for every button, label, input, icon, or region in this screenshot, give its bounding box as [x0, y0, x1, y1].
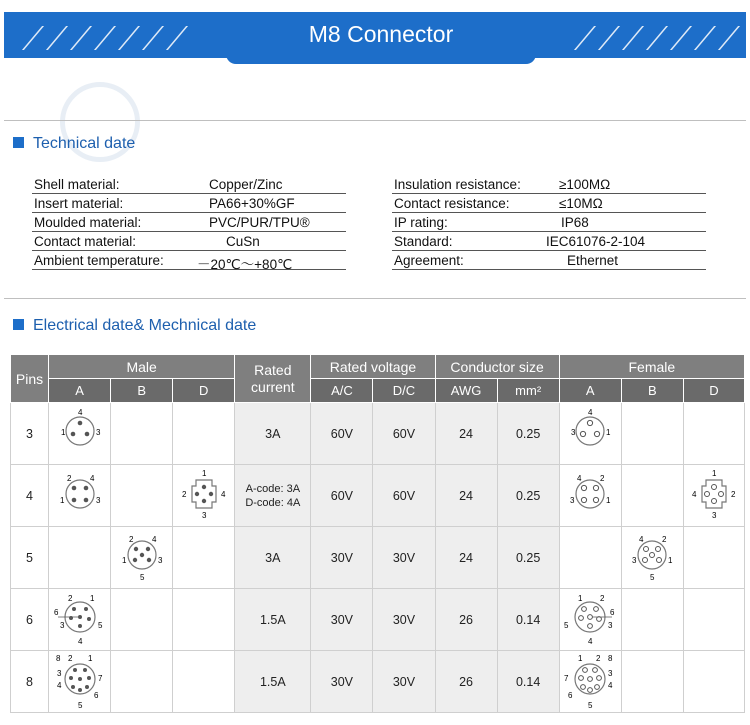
empty-cell — [111, 589, 173, 651]
empty-cell — [621, 403, 683, 465]
awg-cell: 24 — [435, 403, 497, 465]
svg-text:3: 3 — [95, 496, 101, 505]
table-row — [11, 651, 745, 713]
header-male-d: D — [173, 379, 235, 403]
empty-cell — [111, 403, 173, 465]
ac-cell: 30V — [311, 651, 373, 713]
header-male-b: B — [111, 379, 173, 403]
current-cell: 3A — [235, 403, 311, 465]
empty-cell — [49, 527, 111, 589]
empty-cell — [621, 465, 683, 527]
svg-text:2: 2 — [181, 490, 187, 499]
empty-cell — [111, 651, 173, 713]
female-b-5pin-icon — [621, 527, 683, 589]
dc-cell: 60V — [373, 465, 435, 527]
spec-row: Shell material: Copper/Zinc — [32, 175, 346, 194]
table-row — [11, 403, 745, 465]
svg-text:2: 2 — [600, 474, 605, 483]
empty-cell — [683, 651, 744, 713]
table-row — [11, 465, 745, 527]
svg-text:3: 3 — [201, 511, 207, 520]
female-d-4pin-icon — [683, 465, 744, 527]
svg-text:5: 5 — [650, 573, 655, 582]
pins-cell: 6 — [11, 589, 49, 651]
svg-text:1: 1 — [606, 496, 611, 505]
svg-text:5: 5 — [77, 701, 83, 709]
awg-cell: 24 — [435, 465, 497, 527]
pins-cell: 3 — [11, 403, 49, 465]
svg-text:3: 3 — [571, 428, 576, 437]
empty-cell — [173, 403, 235, 465]
current-cell: 1.5A — [235, 651, 311, 713]
svg-text:1: 1 — [578, 654, 583, 663]
female-a-3pin-icon — [559, 403, 621, 465]
header-dc: D/C — [373, 379, 435, 403]
header-rated-voltage: Rated voltage — [311, 355, 435, 379]
svg-text:5: 5 — [588, 701, 593, 709]
empty-cell — [621, 651, 683, 713]
dc-cell: 30V — [373, 589, 435, 651]
svg-text:8: 8 — [608, 654, 613, 663]
svg-text:2: 2 — [67, 654, 73, 663]
header-male: Male — [49, 355, 235, 379]
table-row — [11, 527, 745, 589]
svg-text:3: 3 — [608, 669, 613, 678]
pins-cell: 4 — [11, 465, 49, 527]
svg-text:4: 4 — [691, 490, 697, 499]
technical-heading: Technical date — [13, 135, 135, 153]
svg-text:4: 4 — [77, 408, 83, 417]
svg-text:3: 3 — [95, 428, 101, 437]
divider — [4, 298, 746, 299]
svg-text:3: 3 — [59, 621, 65, 630]
mm2-cell: 0.14 — [497, 651, 559, 713]
current-cell: 1.5A — [235, 589, 311, 651]
ac-cell: 30V — [311, 527, 373, 589]
mm2-cell: 0.25 — [497, 527, 559, 589]
ac-cell: 60V — [311, 403, 373, 465]
svg-text:4: 4 — [588, 637, 593, 646]
awg-cell: 24 — [435, 527, 497, 589]
dc-cell: 30V — [373, 527, 435, 589]
svg-text:4: 4 — [151, 535, 157, 544]
spec-row: Insert material: PA66+30%GF — [32, 194, 346, 213]
square-bullet-icon — [13, 137, 24, 148]
svg-text:3: 3 — [608, 621, 613, 630]
current-cell: 3A — [235, 527, 311, 589]
spec-row: Contact resistance: ≤10MΩ — [392, 194, 706, 213]
empty-cell — [683, 403, 744, 465]
mm2-cell: 0.25 — [497, 465, 559, 527]
empty-cell — [173, 651, 235, 713]
female-a-6pin-icon — [559, 589, 621, 651]
svg-text:2: 2 — [66, 474, 72, 483]
svg-text:2: 2 — [662, 535, 667, 544]
svg-text:6: 6 — [568, 691, 573, 700]
svg-text:1: 1 — [668, 556, 673, 565]
awg-cell: 26 — [435, 589, 497, 651]
svg-text:4: 4 — [577, 474, 582, 483]
empty-cell — [683, 589, 744, 651]
svg-text:4: 4 — [639, 535, 644, 544]
svg-text:2: 2 — [600, 594, 605, 603]
svg-text:5: 5 — [564, 621, 569, 630]
male-a-4pin-icon — [49, 465, 111, 527]
svg-text:2: 2 — [128, 535, 134, 544]
svg-text:3: 3 — [570, 496, 575, 505]
table-row — [11, 589, 745, 651]
svg-text:7: 7 — [97, 674, 103, 683]
svg-text:1: 1 — [89, 594, 95, 603]
header-banner — [4, 12, 746, 64]
empty-cell — [111, 465, 173, 527]
svg-text:7: 7 — [564, 674, 569, 683]
spec-row: Moulded material: PVC/PUR/TPU® — [32, 213, 346, 232]
empty-cell — [683, 527, 744, 589]
svg-text:1: 1 — [60, 428, 66, 437]
header-female-d: D — [683, 379, 744, 403]
svg-text:1: 1 — [606, 428, 611, 437]
svg-text:1: 1 — [201, 469, 207, 478]
male-a-6pin-icon — [49, 589, 111, 651]
svg-text:2: 2 — [596, 654, 601, 663]
empty-cell — [173, 527, 235, 589]
svg-text:1: 1 — [87, 654, 93, 663]
svg-text:4: 4 — [89, 474, 95, 483]
pins-cell: 8 — [11, 651, 49, 713]
stripe-decoration-right — [574, 26, 744, 48]
electrical-heading: Electrical date& Mechnical date — [13, 317, 256, 335]
svg-text:3: 3 — [711, 511, 717, 520]
header-female-b: B — [621, 379, 683, 403]
svg-text:2: 2 — [730, 490, 736, 499]
svg-text:3: 3 — [157, 556, 163, 565]
connector-table — [10, 354, 745, 713]
svg-text:8: 8 — [55, 654, 61, 663]
svg-text:4: 4 — [220, 490, 226, 499]
spec-row: Agreement: Ethernet — [392, 251, 706, 270]
svg-text:3: 3 — [632, 556, 637, 565]
awg-cell: 26 — [435, 651, 497, 713]
male-a-8pin-icon — [49, 651, 111, 713]
svg-text:4: 4 — [77, 637, 83, 646]
header-ac: A/C — [311, 379, 373, 403]
stripe-decoration-left — [22, 26, 192, 48]
female-a-8pin-icon — [559, 651, 621, 713]
svg-text:1: 1 — [59, 496, 65, 505]
pins-cell: 5 — [11, 527, 49, 589]
empty-cell — [621, 589, 683, 651]
header-rated-current: Rated current — [235, 355, 311, 403]
ac-cell: 60V — [311, 465, 373, 527]
svg-text:1: 1 — [711, 469, 717, 478]
header-male-a: A — [49, 379, 111, 403]
female-a-4pin-icon — [559, 465, 621, 527]
ac-cell: 30V — [311, 589, 373, 651]
svg-text:5: 5 — [139, 573, 145, 582]
male-b-5pin-icon — [111, 527, 173, 589]
male-a-3pin-icon — [49, 403, 111, 465]
mm2-cell: 0.14 — [497, 589, 559, 651]
spec-row: Ambient temperature: －20℃～+80℃ — [32, 251, 346, 270]
svg-text:1: 1 — [121, 556, 127, 565]
empty-cell — [559, 527, 621, 589]
male-d-4pin-icon — [173, 465, 235, 527]
header-female-a: A — [559, 379, 621, 403]
divider — [4, 120, 746, 121]
spec-row: IP rating: IP68 — [392, 213, 706, 232]
page-title: M8 Connector — [308, 21, 454, 47]
square-bullet-icon — [13, 319, 24, 330]
svg-text:4: 4 — [56, 681, 62, 690]
svg-text:2: 2 — [67, 594, 73, 603]
svg-text:6: 6 — [610, 608, 615, 617]
mm2-cell: 0.25 — [497, 403, 559, 465]
svg-text:1: 1 — [578, 594, 583, 603]
header-conductor-size: Conductor size — [435, 355, 559, 379]
spec-row: Contact material: CuSn — [32, 232, 346, 251]
header-mm2: mm² — [497, 379, 559, 403]
spec-row: Standard: IEC61076-2-104 — [392, 232, 706, 251]
svg-text:4: 4 — [588, 408, 593, 417]
current-cell: A-code: 3A D-code: 4A — [235, 465, 311, 527]
svg-text:3: 3 — [56, 669, 62, 678]
empty-cell — [173, 589, 235, 651]
header-awg: AWG — [435, 379, 497, 403]
spec-row: Insulation resistance: ≥100MΩ — [392, 175, 706, 194]
dc-cell: 60V — [373, 403, 435, 465]
svg-text:6: 6 — [93, 691, 99, 700]
svg-text:4: 4 — [608, 681, 613, 690]
dc-cell: 30V — [373, 651, 435, 713]
svg-text:6: 6 — [53, 608, 59, 617]
svg-text:5: 5 — [97, 621, 103, 630]
header-pins: Pins — [11, 355, 49, 403]
header-female: Female — [559, 355, 744, 379]
